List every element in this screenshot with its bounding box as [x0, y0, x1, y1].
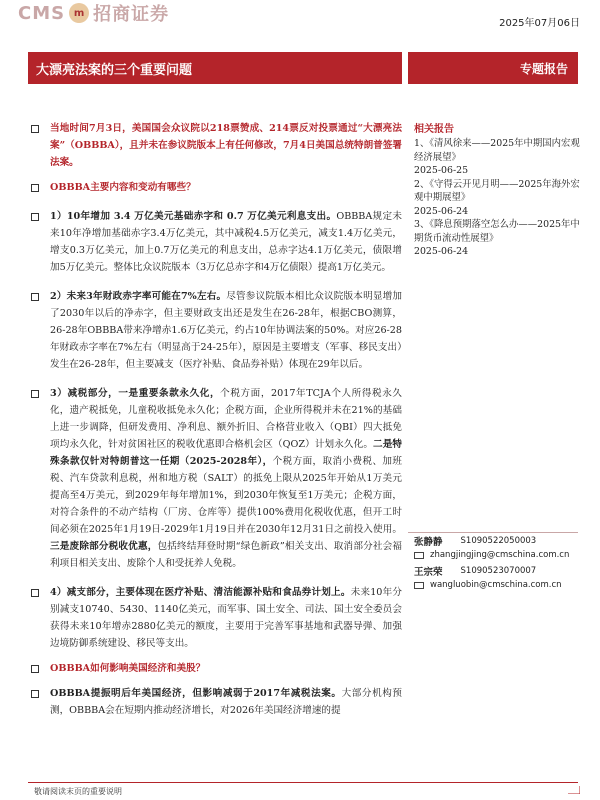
author-email[interactable]: wangluobin@cmschina.com.cn — [430, 580, 562, 590]
author-name: 王宗荣 — [414, 567, 443, 578]
point-body-4: 未来10年分别减支10740、5430、1140亿美元，而军事、国土安全、司法、国土安全委员会获得未来10年增赤2880亿美元的额度，主要用于完善军事基地和武器导弹、加强边境防御系统建设、移民等支出。 — [50, 587, 402, 649]
logo-cms-text: CMS — [18, 2, 66, 24]
logo-cn-text: 招商证券 — [93, 4, 170, 25]
point-paragraph-3 — [28, 385, 402, 572]
main-content — [28, 120, 402, 719]
point-paragraph-4 — [28, 584, 402, 652]
point-paragraph-2 — [28, 288, 402, 373]
section-heading-economy: OBBBA如何影响美国经济和美股？ — [28, 660, 402, 677]
company-logo — [18, 2, 169, 24]
email-icon — [414, 582, 424, 589]
report-title: 大漂亮法案的三个重要问题 — [36, 62, 193, 78]
author-email-row — [414, 548, 582, 562]
related-report-title[interactable]: 3、《降息预期落空怎么办——2025年中期货币流动性展望》 — [414, 219, 580, 244]
sidebar — [414, 120, 582, 259]
author-block — [414, 534, 582, 592]
author-name: 张静静 — [414, 537, 443, 548]
author-row — [414, 534, 582, 548]
footer-divider — [28, 782, 578, 783]
email-icon — [414, 552, 424, 559]
related-reports-heading: 相关报告 — [414, 124, 454, 135]
related-report-date: 2025-06-24 — [414, 246, 469, 257]
point-lead-2: 2）未来3年财政赤字率可能在7%左右。 — [50, 291, 227, 302]
tag-banner — [408, 52, 578, 84]
point-body-3a: 个税方面，2017年TCJA个人所得税永久化，遗产税抵免，儿童税收抵免永久化；企税方面，企业所得税并未在21%的基础上进一步调降，但研发费用、净利息、额外折旧、合格营业收入（QBI）四大抵免项均永久化，针对贫困社区的税收优惠即合格机会区（QOZ）计划永久化。 — [50, 388, 402, 450]
author-divider — [408, 532, 578, 533]
author-code: S1090522050003 — [460, 536, 537, 546]
corner-mark-icon — [568, 786, 580, 794]
logo-mark-icon: m — [69, 3, 89, 23]
point-lead-3: 3）减税部分，一是重要条款永久化， — [50, 388, 221, 399]
point-paragraph-1 — [28, 208, 402, 276]
point-lead-4: 4）减支部分，主要体现在医疗补贴、清洁能源补贴和食品券计划上。 — [50, 587, 351, 598]
point-lead-1: 1）10年增加 3.4 万亿美元基础赤字和 0.7 万亿美元利息支出。 — [50, 211, 337, 222]
author-code: S1090523070007 — [460, 566, 537, 576]
section-heading-obbba-content: OBBBA主要内容和变动有哪些？ — [28, 179, 402, 196]
summary-paragraph: 当地时间7月3日，美国国会众议院以218票赞成、214票反对投票通过“大漂亮法案”（OBBBA），且并未在参议院版本上有任何修改，7月4日美国总统特朗普签署法案。 — [28, 120, 402, 171]
author-email-row — [414, 578, 582, 592]
related-report-title[interactable]: 2、《守得云开见月明——2025年海外宏观中期展望》 — [414, 178, 580, 203]
point-body-3b: 个税方面，取消小费税、加班税、汽车贷款利息税，州和地方税（SALT）的抵免上限从2025年开始从1万美元提高至4万美元，到2029年每年增加1%，到2030年恢复至1万美元；企税方面，对符合条件的不动产结构（厂房、仓库等）提供100%费用化税收优惠，但开工时间必须在2025年1月19日-2029年1月19日并在2030年12月31日之前投入使用。 — [50, 456, 402, 535]
point-lead-3c: 三是废除部分税收优惠， — [50, 541, 158, 552]
related-report-title[interactable]: 1、《清风徐来——2025年中期国内宏观经济展望》 — [414, 138, 580, 163]
footer-disclaimer: 敬请阅读末页的重要说明 — [34, 787, 122, 796]
point-body-5: 大部分机构预测，OBBBA会在短期内推动经济增长，对2026年美国经济增速的提 — [50, 688, 403, 716]
point-lead-3b: 二是特殊条款仅针对特朗普这一任期（2025-2028年）， — [50, 439, 402, 467]
point-lead-5: OBBBA提振明后年美国经济，但影响减弱于2017年减税法案。 — [50, 688, 342, 699]
author-row — [414, 564, 582, 578]
related-report-date: 2025-06-24 — [414, 205, 469, 217]
report-type-label: 专题报告 — [519, 61, 568, 76]
point-paragraph-5 — [28, 685, 402, 719]
author-email[interactable]: zhangjingjing@cmschina.com.cn — [430, 550, 570, 560]
point-body-2: 尽管参议院版本相比众议院版本明显增加了2030年以后的净赤字，但主要财政支出还是发生在26-28年，根据CBO测算，26-28年OBBBA带来净增赤1.6万亿美元，约占10年协调法案的50%。对应26-28年财政赤字率在7%左右（明显高于24-25年），原因是主要增支（军事、移民支出）发生在26-28年，但主要减支（医疗补贴、食品券补贴）体现在29年以后。 — [50, 291, 402, 370]
point-body-3c: 包括终结拜登时期“绿色新政”相关支出、取消部分社会福利项目相关支出、废除个人和受抚养人免税。 — [50, 541, 403, 569]
title-banner — [28, 52, 402, 84]
report-date: 2025年07月06日 — [499, 18, 580, 29]
related-report-date: 2025-06-25 — [414, 165, 469, 176]
point-body-1: OBBBA规定未来10年净增加基础赤字3.4万亿美元，其中减税4.5万亿美元，减支1.4万亿美元，增支0.3万亿美元，加上0.7万亿美元的利息支出，总赤字达4.1万亿美元，债限增加5万亿美元。整体比众议院版本（3万亿总赤字和4万亿债限）提高1万亿美元。 — [50, 211, 402, 273]
